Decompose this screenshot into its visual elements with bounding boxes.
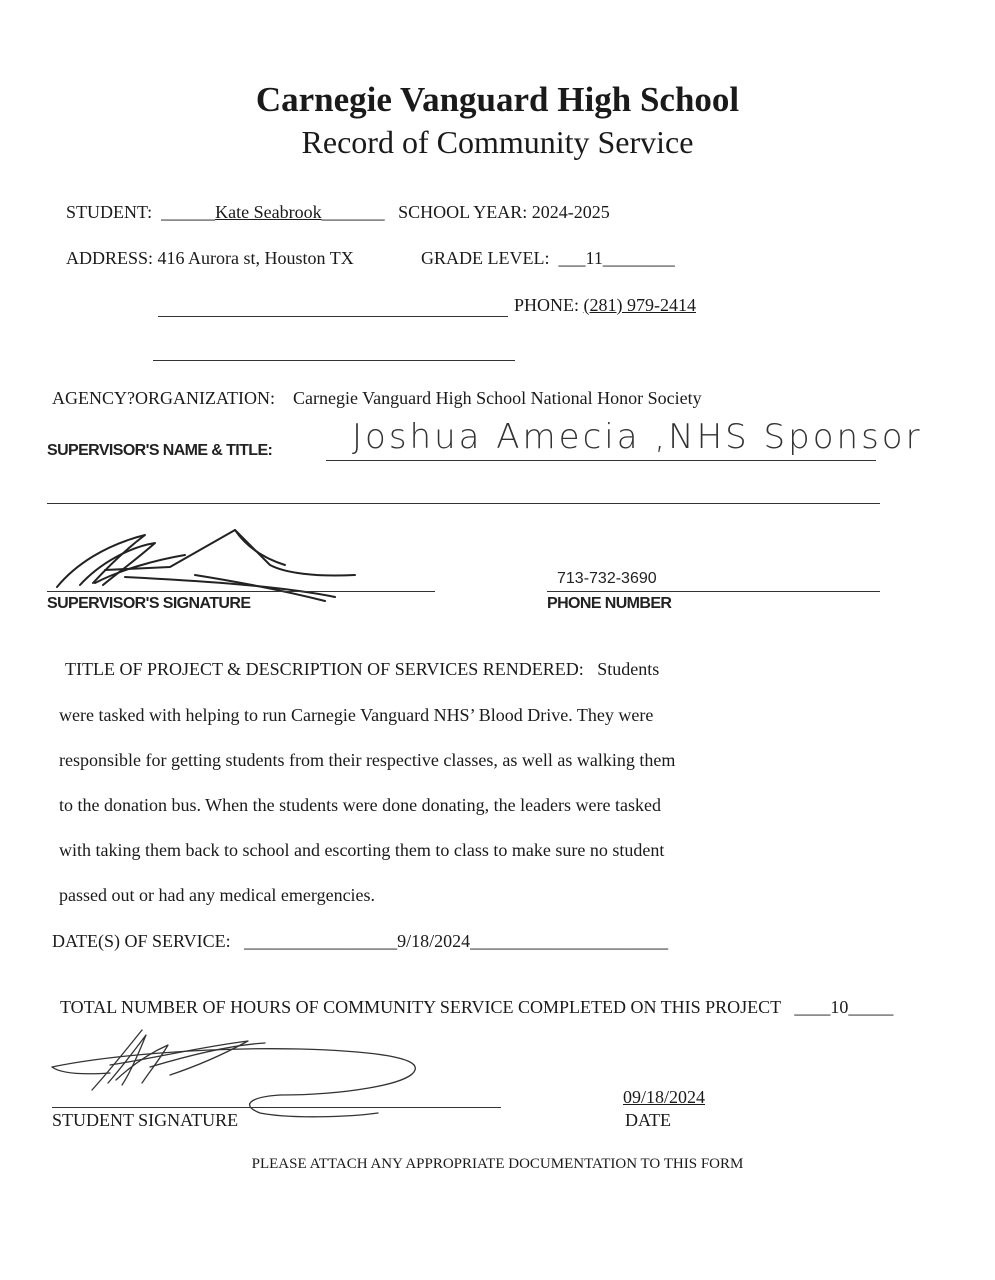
address-line-3 (153, 360, 515, 361)
address-label: ADDRESS: (66, 248, 154, 268)
project-description-line-4: to the donation bus. When the students were done donating, the leaders were tasked (59, 795, 661, 815)
supervisor-signature-line (47, 591, 435, 592)
project-description-line-1: Students (597, 659, 660, 679)
project-description-line-6: passed out or had any medical emergencies. (59, 885, 376, 905)
student-row: STUDENT: ______Kate Seabrook_______ SCHOOL YEAR: 2024-2025 (66, 202, 610, 222)
dates-label: DATE(S) OF SERVICE: (52, 931, 231, 951)
supervisor-phone-label: PHONE NUMBER (547, 595, 672, 612)
school-name: Carnegie Vanguard High School (255, 80, 740, 119)
student-signature-label: STUDENT SIGNATURE (52, 1110, 239, 1130)
dates-value: 9/18/2024 (397, 931, 471, 951)
supervisor-phone-value: 713-732-3690 (557, 570, 657, 587)
address-row (66, 248, 354, 269)
grade-row: GRADE LEVEL: ___11________ (421, 248, 675, 268)
phone-value: (281) 979-2414 (583, 295, 696, 315)
address-value: 416 Aurora st, Houston TX (157, 248, 354, 268)
hours-label: TOTAL NUMBER OF HOURS OF COMMUNITY SERVICE COMPLETED ON THIS PROJECT (60, 997, 781, 1017)
supervisor-name-line (326, 460, 876, 461)
dates-row: DATE(S) OF SERVICE: _________________9/18/2024______________________ (52, 931, 669, 951)
project-row (65, 659, 659, 680)
phone-label: PHONE: (514, 295, 580, 315)
supervisor-phone-line (547, 591, 880, 592)
school-year-label: SCHOOL YEAR: (398, 202, 528, 222)
footer-note: PLEASE ATTACH ANY APPROPRIATE DOCUMENTATION TO THIS FORM (251, 1156, 744, 1172)
project-description-line-5: with taking them back to school and escorting them to class to make sure no student (59, 840, 665, 860)
project-description-line-2: were tasked with helping to run Carnegie Vanguard NHS’ Blood Drive. They were (59, 705, 654, 725)
grade-value: 11 (585, 248, 603, 268)
student-name: Kate Seabrook (215, 202, 322, 222)
grade-label: GRADE LEVEL: (421, 248, 550, 268)
school-year-value: 2024-2025 (531, 202, 610, 222)
student-signature-image (50, 1025, 470, 1120)
agency-label: AGENCY?ORGANIZATION: (52, 388, 275, 408)
hours-row: TOTAL NUMBER OF HOURS OF COMMUNITY SERVICE COMPLETED ON THIS PROJECT ____10_____ (60, 997, 894, 1017)
student-signature-line (52, 1107, 501, 1108)
supervisor-name-label: SUPERVISOR'S NAME & TITLE: (47, 442, 273, 459)
signoff-date-value: 09/18/2024 (623, 1087, 706, 1107)
project-label: TITLE OF PROJECT & DESCRIPTION OF SERVICES RENDERED: (65, 659, 584, 679)
phone-row (514, 295, 696, 316)
supervisor-signature-label: SUPERVISOR'S SIGNATURE (47, 595, 251, 612)
signoff-date-label: DATE (625, 1110, 671, 1130)
agency-value: Carnegie Vanguard High School National Honor Society (292, 388, 702, 408)
form-title: Record of Community Service (301, 124, 694, 160)
hours-value: 10 (830, 997, 849, 1017)
agency-row (52, 388, 702, 409)
supervisor-extra-line (47, 503, 880, 504)
supervisor-name-handwritten: Joshua Amecia ,NHS Sponsor (352, 417, 923, 457)
address-line-2 (158, 316, 508, 317)
student-label: STUDENT: (66, 202, 153, 222)
project-description-line-3: responsible for getting students from their respective classes, as well as walking them (59, 750, 676, 770)
